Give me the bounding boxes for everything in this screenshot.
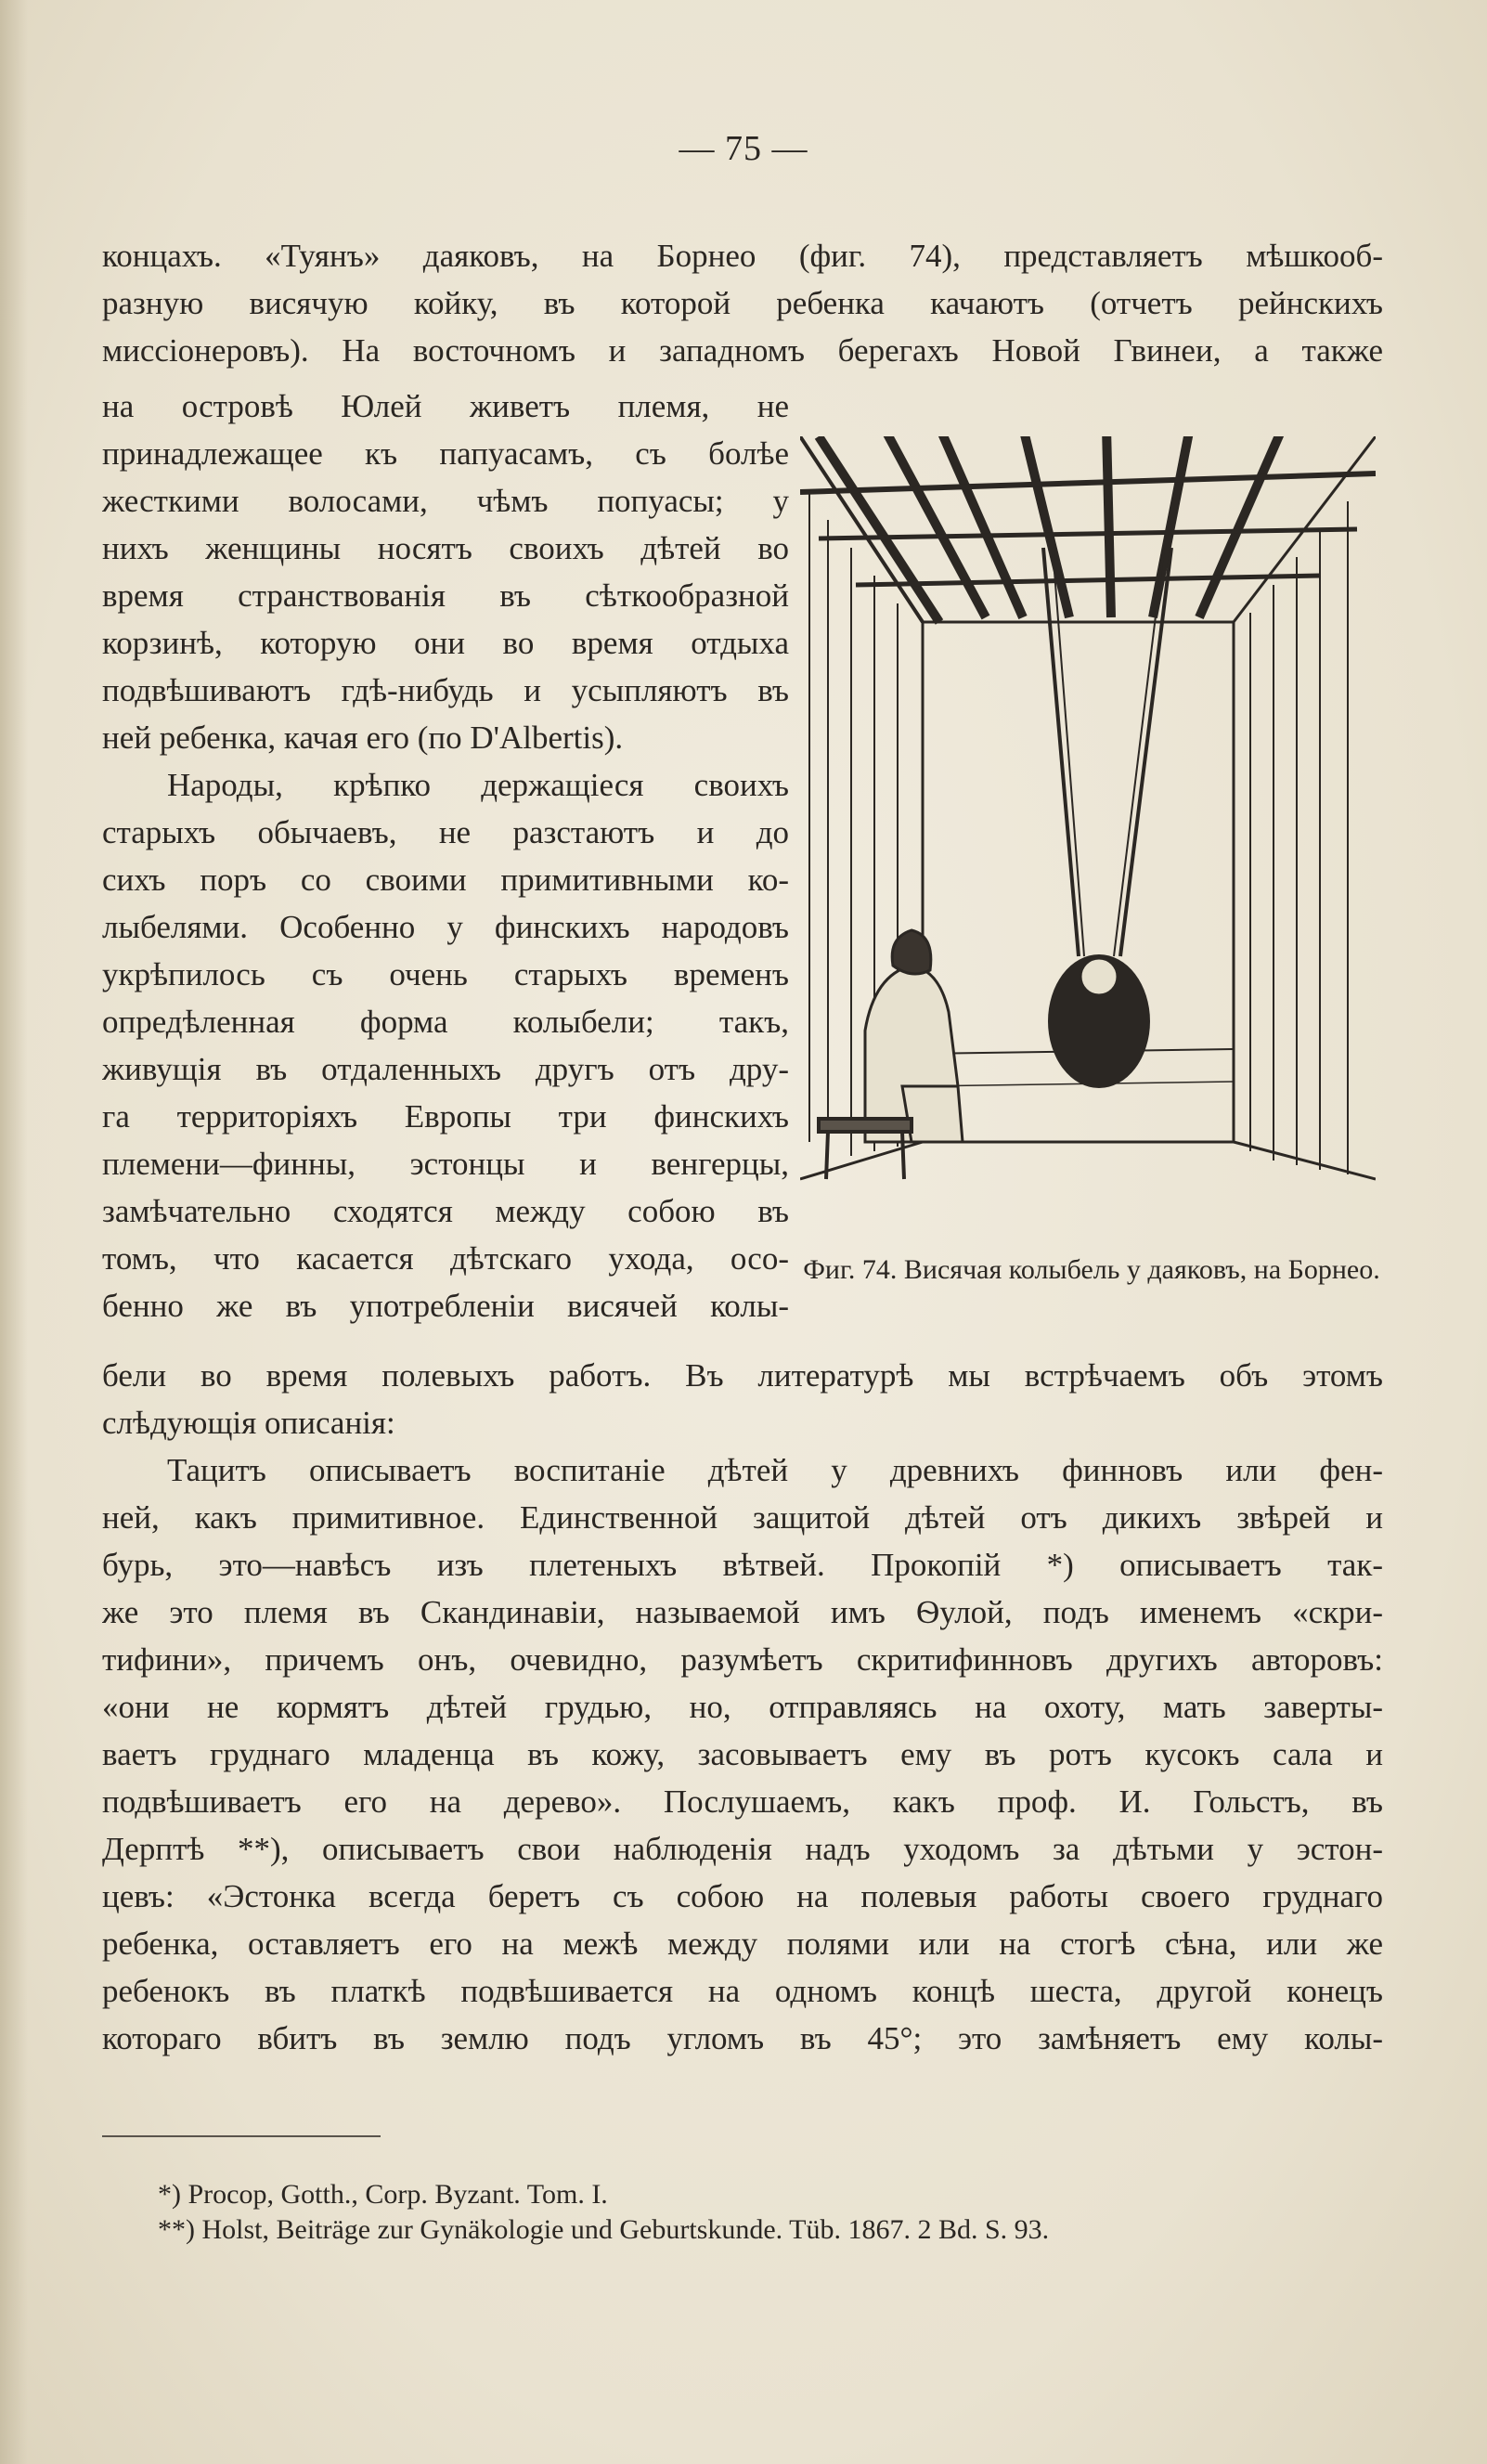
text-line: миссіонеровъ). На восточномъ и западномъ берегахъ Новой Гвинеи, а также [102,332,1383,369]
text-line: племени—финны, эстонцы и венгерцы, [102,1146,789,1182]
paragraph-beside-figure [102,383,789,1329]
text-line: га территоріяхъ Европы три финскихъ [102,1098,789,1135]
text-line: ребенка, оставляетъ его на межѣ между полями или на стогѣ сѣна, или же [102,1926,1383,1962]
text-line: ней ребенка, качая его (по D'Albertis). [102,720,624,756]
footnote-divider [102,2135,381,2137]
text-line: котораго вбитъ въ землю подъ угломъ въ 45°; это замѣняетъ ему колы- [102,2020,1383,2056]
text-line: ней, какъ примитивное. Единственной защитой дѣтей отъ дикихъ звѣрей и [102,1499,1383,1536]
text-line: старыхъ обычаевъ, не разстаютъ и до [102,814,789,850]
text-line: подвѣшиваетъ его на дерево». Послушаемъ, какъ проф. И. Гольстъ, въ [102,1783,1383,1820]
text-line: ребенокъ въ платкѣ подвѣшивается на одномъ концѣ шеста, другой конецъ [102,1973,1383,2009]
text-line: укрѣпилось съ очень старыхъ временъ [102,956,789,992]
text-line: Народы, крѣпко держащіеся своихъ [167,767,789,803]
text-line: ваетъ груднаго младенца въ кожу, засовываетъ ему въ ротъ кусокъ сала и [102,1736,1383,1772]
text-line: «они не кормятъ дѣтей грудью, но, отправляясь на охоту, мать заверты- [102,1689,1383,1725]
text-line: время странствованія въ сѣткообразной [102,577,789,614]
figure-caption: Фиг. 74. Висячая колыбель у даяковъ, на Борнео. [803,1254,1380,1285]
text-line: Дерптѣ **), описываетъ свои наблюденія надъ уходомъ за дѣтьми у эстон- [102,1831,1383,1867]
text-line: корзинѣ, которую они во время отдыха [102,625,789,661]
text-line: подвѣшиваютъ гдѣ-нибудь и усыпляютъ въ [102,672,789,708]
text-line: бенно же въ употребленіи висячей колы- [102,1288,789,1324]
text-line: бели во время полевыхъ работъ. Въ литературѣ мы встрѣчаемъ объ этомъ [102,1357,1383,1394]
hanging-cradle-engraving [800,436,1376,1198]
text-line: сихъ поръ со своими примитивными ко- [102,862,789,898]
text-line: томъ, что касается дѣтскаго ухода, осо- [102,1240,789,1277]
text-line: на островѣ Юлей живетъ племя, не [102,388,789,424]
text-line: же это племя въ Скандинавіи, называемой имъ Ѳулой, подъ именемъ «скри- [102,1594,1383,1630]
text-line: опредѣленная форма колыбели; такъ, [102,1004,789,1040]
footnotes [158,2177,1364,2248]
text-line: цевъ: «Эстонка всегда беретъ съ собою на полевыя работы своего груднаго [102,1878,1383,1914]
text-line: бурь, это—навѣсъ изъ плетеныхъ вѣтвей. Прокопій *) описываетъ так- [102,1547,1383,1583]
text-line: замѣчательно сходятся между собою въ [102,1193,789,1229]
text-line: принадлежащее къ папуасамъ, съ болѣе [102,435,789,472]
text-line: слѣдующія описанія: [102,1405,395,1441]
text-line: тифини», причемъ онъ, очевидно, разумѣетъ скритифинновъ другихъ авторовъ: [102,1641,1383,1678]
text-line: живущія въ отдаленныхъ другъ отъ дру- [102,1051,789,1087]
text-line: Тацитъ описываетъ воспитаніе дѣтей у древнихъ финновъ или фен- [167,1452,1383,1488]
footnote: *) Procop, Gotth., Corp. Byzant. Tom. I. [158,2179,608,2210]
page-binding-shadow [0,0,28,2464]
text-line: концахъ. «Туянъ» даяковъ, на Борнео (фиг. 74), представляетъ мѣшкооб- [102,238,1383,274]
text-line: лыбелями. Особенно у финскихъ народовъ [102,909,789,945]
text-line: разную висячую койку, въ которой ребенка качаютъ (отчетъ рейнскихъ [102,285,1383,321]
text-line: жесткими волосами, чѣмъ попуасы; у [102,483,789,519]
page-number: — 75 — [679,129,808,168]
paragraph-bottom [102,1352,1383,2062]
paragraph-top [102,232,1383,374]
figure-hanging-cradle [800,436,1376,1198]
text-line: нихъ женщины носятъ своихъ дѣтей во [102,530,789,566]
footnote: **) Holst, Beiträge zur Gynäkologie und Geburtskunde. Tüb. 1867. 2 Bd. S. 93. [158,2214,1050,2245]
